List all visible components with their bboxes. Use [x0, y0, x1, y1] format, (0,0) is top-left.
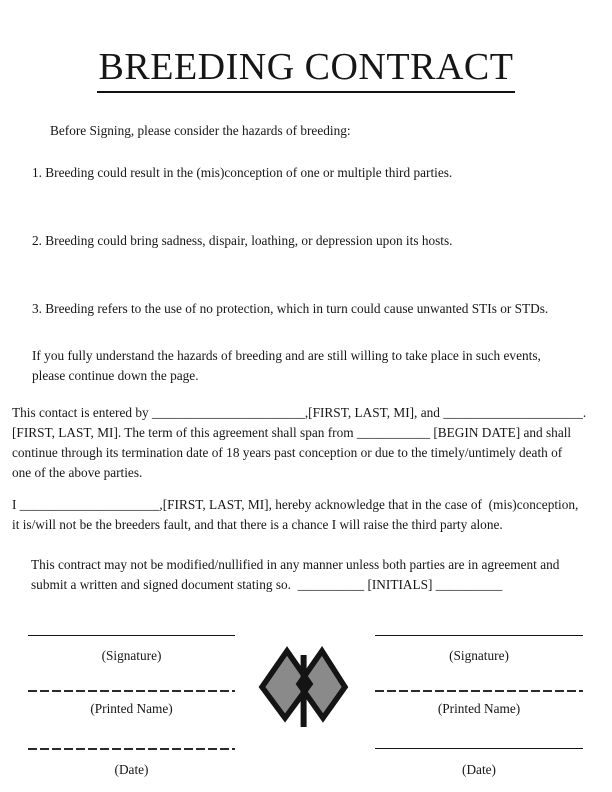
proceed-paragraph-line-2: please continue down the page. [32, 368, 199, 383]
hazard-item-2: 2. Breeding could bring sadness, dispair, loathing, or depression upon its hosts. [32, 233, 453, 248]
signature-line-left [28, 635, 235, 636]
intro-line: Before Signing, please consider the hazards of breeding: [50, 123, 351, 138]
date-line-right [375, 748, 583, 749]
date-line-left [28, 748, 235, 750]
page-title [0, 44, 612, 93]
date-label-left: (Date) [114, 762, 149, 777]
printed-name-line-left [28, 690, 235, 692]
parties-paragraph-line-3: continue through its termination date of 18 years past conception or due to the timely/untimely death of [12, 445, 563, 460]
page-title-text: BREEDING CONTRACT [97, 44, 516, 93]
printed-name-line-right [375, 690, 583, 692]
printed-name-label-right: (Printed Name) [437, 701, 521, 716]
parties-paragraph-line-4: one of the above parties. [12, 465, 143, 480]
modification-paragraph-line-2: submit a written and signed document stating so. __________ [INITIALS] __________ [31, 577, 503, 592]
date-label-right: (Date) [462, 762, 496, 777]
signature-line-right [375, 635, 583, 636]
signature-label-left: (Signature) [101, 648, 162, 663]
proceed-paragraph-line-1: If you fully understand the hazards of breeding and are still willing to take place in such events, [32, 348, 541, 363]
modification-paragraph-line-1: This contract may not be modified/nullified in any manner unless both parties are in agreement and [31, 557, 560, 572]
acknowledgement-paragraph-line-2: it is/will not be the breeders fault, and that there is a chance I will raise the third party alone. [12, 517, 503, 532]
parties-paragraph-line-2: [FIRST, LAST, MI]. The term of this agreement shall span from ___________ [BEGIN DATE] and shall [12, 425, 572, 440]
hazard-item-3: 3. Breeding refers to the use of no protection, which in turn could cause unwanted STIs or STDs. [32, 301, 549, 316]
hazard-item-1: 1. Breeding could result in the (mis)conception of one or multiple third parties. [32, 165, 453, 180]
printed-name-label-left: (Printed Name) [90, 701, 173, 716]
acknowledgement-paragraph-line-1: I _____________________,[FIRST, LAST, MI], hereby acknowledge that in the case of (mis)conception, [12, 497, 579, 512]
parties-paragraph-line-1: This contact is entered by _______________________,[FIRST, LAST, MI], and _____________________. [12, 405, 587, 420]
crossed-diamond-pennants-logo [255, 640, 355, 735]
signature-label-right: (Signature) [449, 648, 509, 663]
